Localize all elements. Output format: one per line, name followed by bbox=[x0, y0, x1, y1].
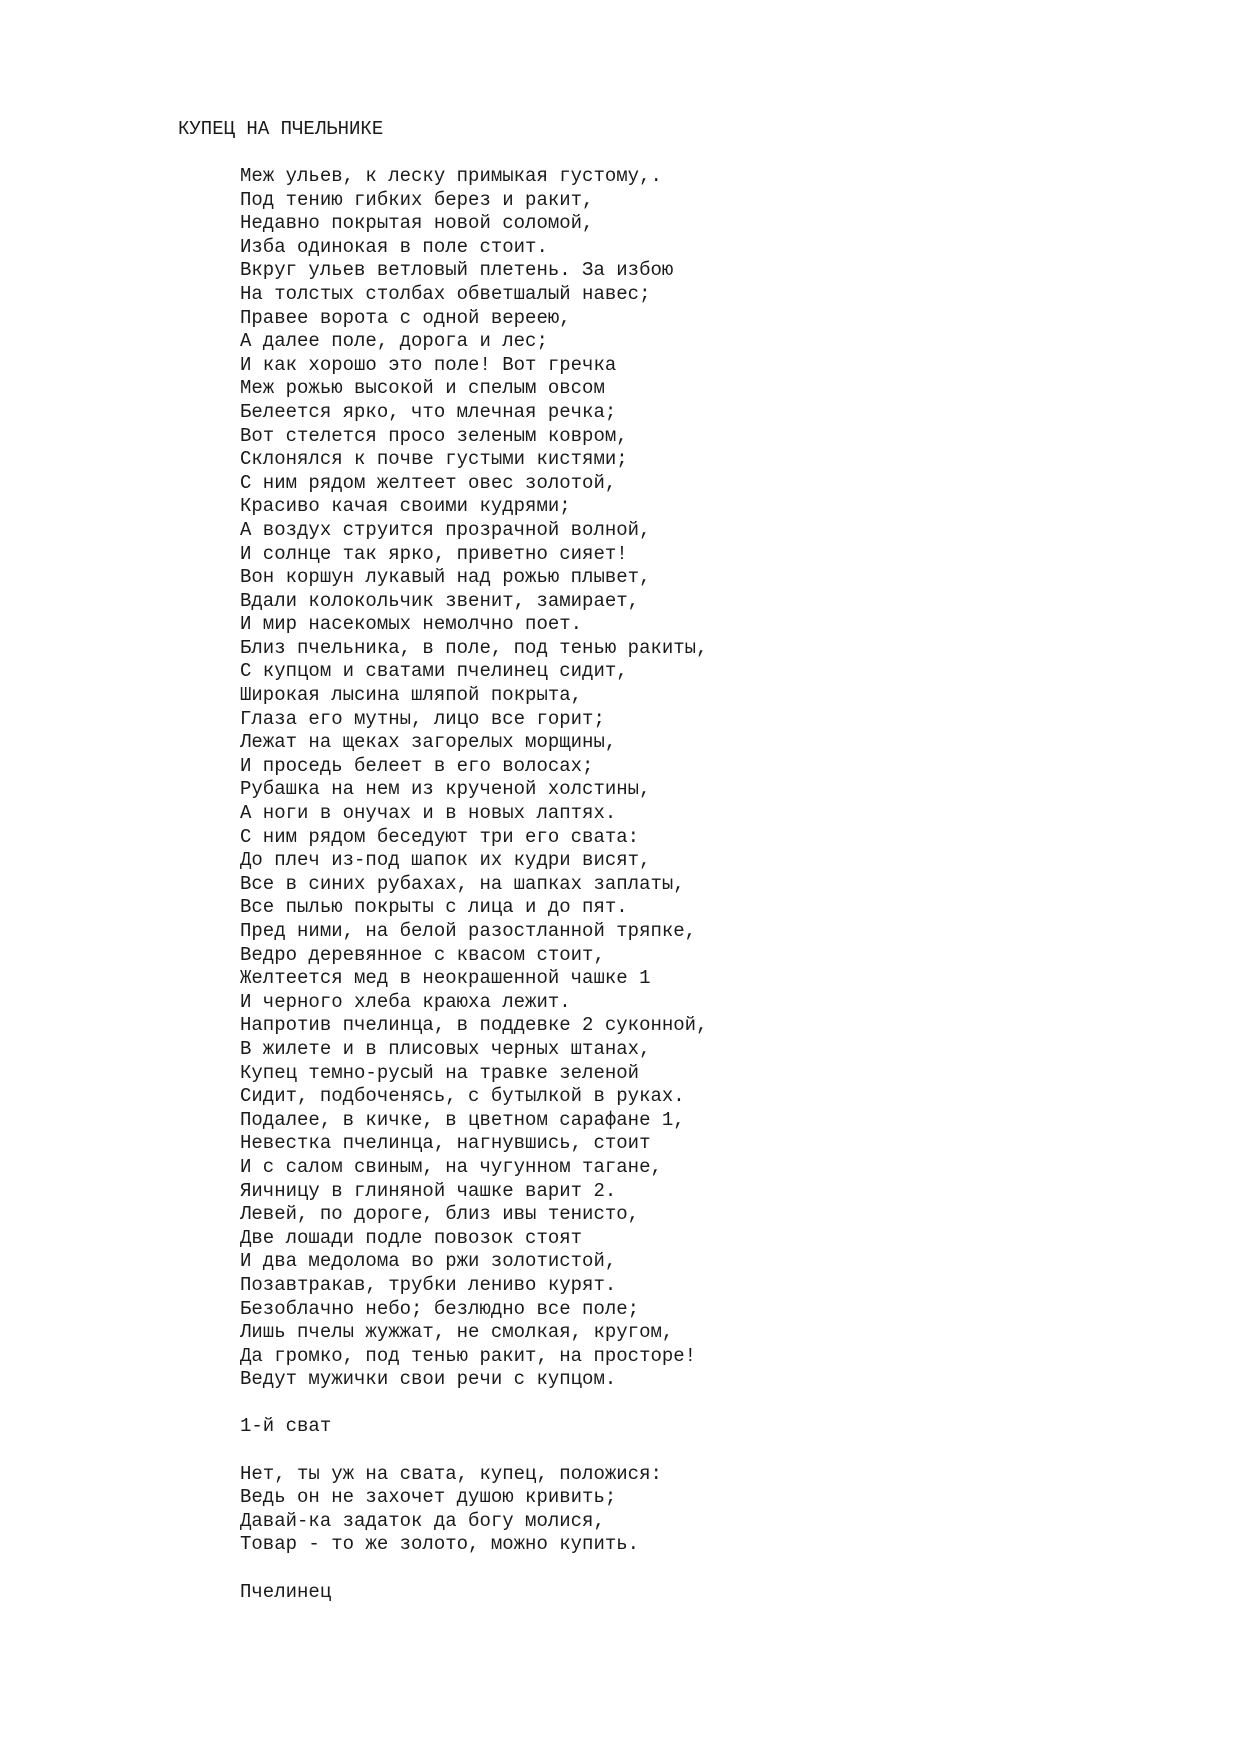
speech-line: Нет, ты уж на свата, купец, положися: bbox=[240, 1462, 662, 1485]
poem-line: И мир насекомых немолчно поет. bbox=[240, 613, 583, 636]
poem-line: Меж ульев, к леску примыкая густому,. bbox=[240, 165, 662, 187]
speech-line: Товар - то же золото, можно купить. bbox=[240, 1533, 640, 1556]
poem-line: Вкруг ульев ветловый плетень. За избою bbox=[240, 259, 674, 282]
poem-line: И с салом свиным, на чугунном тагане, bbox=[240, 1155, 662, 1178]
poem-body bbox=[240, 165, 1200, 1604]
poem-line: Яичницу в глиняной чашке варит 2. bbox=[240, 1179, 617, 1202]
poem-line: Белеется ярко, что млечная речка; bbox=[240, 400, 617, 423]
poem-line: Две лошади подле повозок стоят bbox=[240, 1226, 583, 1249]
blank-line bbox=[240, 1439, 1200, 1463]
speech-line: Давай-ка задаток да богу молися, bbox=[240, 1509, 605, 1532]
poem-line: Купец темно-русый на травке зеленой bbox=[240, 1061, 640, 1084]
poem-line: Да громко, под тенью ракит, на просторе! bbox=[240, 1344, 697, 1367]
poem-line: Глаза его мутны, лицо все горит; bbox=[240, 707, 605, 730]
speech-line: Ведь он не захочет душою кривить; bbox=[240, 1486, 617, 1509]
poem-line: Красиво качая своими кудрями; bbox=[240, 495, 571, 518]
poem-line: Склонялся к почве густыми кистями; bbox=[240, 448, 628, 471]
poem-line: И черного хлеба краюха лежит. bbox=[240, 990, 571, 1013]
poem-line: А воздух струится прозрачной волной, bbox=[240, 518, 651, 541]
poem-line: Близ пчельника, в поле, под тенью ракиты, bbox=[240, 636, 708, 659]
blank-line bbox=[240, 1557, 1200, 1581]
poem-line: С ним рядом желтеет овес золотой, bbox=[240, 471, 617, 494]
poem-line: Вон коршун лукавый над рожью плывет, bbox=[240, 566, 651, 589]
poem-title: КУПЕЦ НА ПЧЕЛЬНИКЕ bbox=[178, 118, 384, 140]
poem-stanza bbox=[240, 165, 1200, 1392]
speech-stanza bbox=[240, 1463, 1200, 1557]
poem-line: А далее поле, дорога и лес; bbox=[240, 330, 548, 353]
speaker-heading-1: 1-й сват bbox=[240, 1415, 332, 1438]
poem-line: Меж рожью высокой и спелым овсом bbox=[240, 377, 605, 400]
poem-line: И как хорошо это поле! Вот гречка bbox=[240, 353, 617, 376]
blank-line bbox=[240, 1392, 1200, 1416]
poem-line: На толстых столбах обветшалый навес; bbox=[240, 282, 651, 305]
poem-line: Лишь пчелы жужжат, не смолкая, кругом, bbox=[240, 1321, 674, 1344]
poem-line: Вдали колокольчик звенит, замирает, bbox=[240, 589, 640, 612]
poem-line: Ведро деревянное с квасом стоит, bbox=[240, 943, 605, 966]
poem-line: Напротив пчелинца, в поддевке 2 суконной, bbox=[240, 1014, 708, 1037]
poem-line: Позавтракав, трубки лениво курят. bbox=[240, 1273, 617, 1296]
speaker-heading-2: Пчелинец bbox=[240, 1580, 332, 1603]
poem-line: Подалее, в кичке, в цветном сарафане 1, bbox=[240, 1108, 685, 1131]
poem-line: С купцом и сватами пчелинец сидит, bbox=[240, 660, 628, 683]
poem-line: Желтеется мед в неокрашенной чашке 1 bbox=[240, 967, 651, 990]
poem-line: Все в синих рубахах, на шапках заплаты, bbox=[240, 872, 685, 895]
poem-line: Невестка пчелинца, нагнувшись, стоит bbox=[240, 1132, 651, 1155]
poem-line: С ним рядом беседуют три его свата: bbox=[240, 825, 640, 848]
poem-line: Недавно покрытая новой соломой, bbox=[240, 212, 594, 235]
poem-line: Рубашка на нем из крученой холстины, bbox=[240, 778, 651, 801]
poem-line: Лежат на щеках загорелых морщины, bbox=[240, 731, 617, 754]
poem-line: Ведут мужички свои речи с купцом. bbox=[240, 1368, 617, 1391]
poem-line: Под тению гибких берез и ракит, bbox=[240, 188, 594, 211]
poem-line: Вот стелется просо зеленым ковром, bbox=[240, 424, 628, 447]
poem-line: А ноги в онучах и в новых лаптях. bbox=[240, 802, 617, 825]
poem-line: Пред ними, на белой разостланной тряпке, bbox=[240, 920, 697, 942]
poem-line: В жилете и в плисовых черных штанах, bbox=[240, 1037, 651, 1060]
poem-line: Сидит, подбоченясь, с бутылкой в руках. bbox=[240, 1085, 685, 1108]
poem-line: Правее ворота с одной вереею, bbox=[240, 306, 571, 329]
poem-line: Безоблачно небо; безлюдно все поле; bbox=[240, 1297, 640, 1320]
poem-line: И два медолома во ржи золотистой, bbox=[240, 1250, 617, 1273]
poem-line: Все пылью покрыты с лица и до пят. bbox=[240, 896, 628, 919]
poem-line: И солнце так ярко, приветно сияет! bbox=[240, 542, 628, 565]
poem-line: Изба одинокая в поле стоит. bbox=[240, 235, 548, 258]
poem-line: Широкая лысина шляпой покрыта, bbox=[240, 684, 583, 707]
poem-line: До плеч из-под шапок их кудри висят, bbox=[240, 849, 651, 872]
poem-line: Левей, по дороге, близ ивы тенисто, bbox=[240, 1203, 640, 1226]
poem-line: И проседь белеет в его волосах; bbox=[240, 754, 594, 777]
